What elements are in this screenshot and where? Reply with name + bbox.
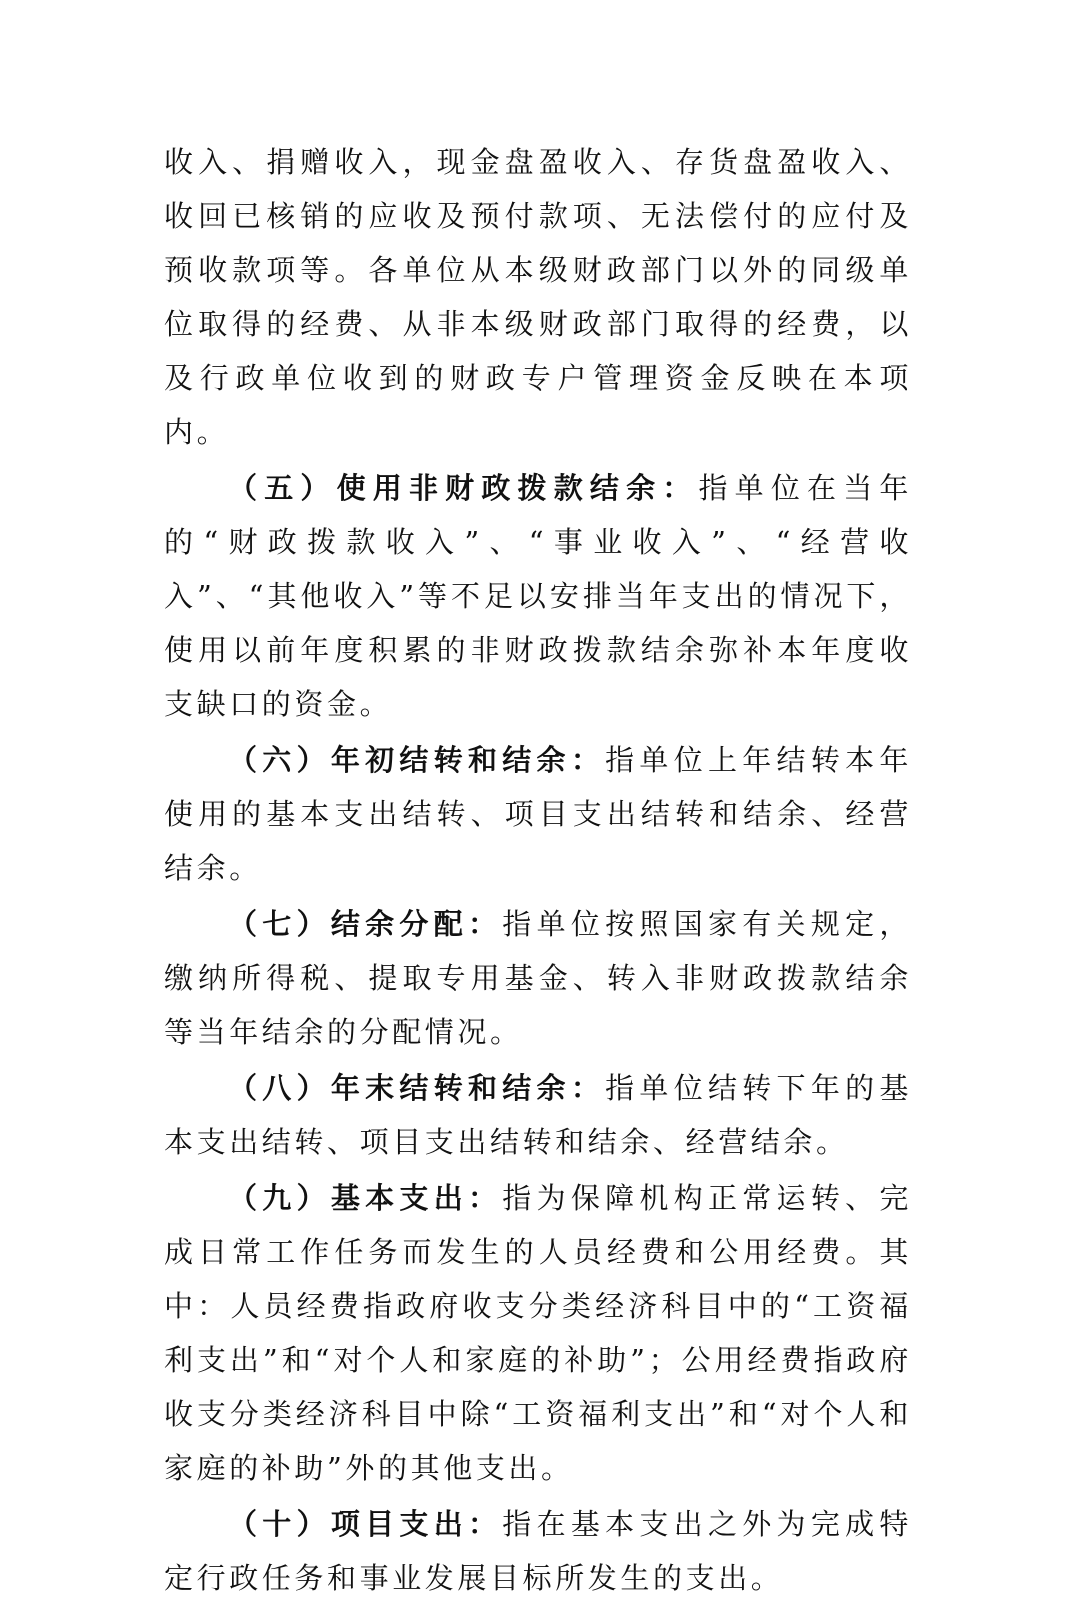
paragraph-text: 指单位上年结转本年使用的基本支出结转、项目支出结转和结余、经营结余。 bbox=[164, 743, 912, 885]
paragraph-text: 指单位按照国家有关规定，缴纳所得税、提取专用基金、转入非财政拨款结余等当年结余的分配情况。 bbox=[164, 907, 912, 1049]
paragraph-opening-balance bbox=[164, 733, 912, 895]
paragraph-text: 指为保障机构正常运转、完成日常工作任务而发生的人员经费和公用经费。其中：人员经费指政府收支分类经济科目中的“工资福利支出”和“对个人和家庭的补助”；公用经费指政府收支分类经济科目中除“工资福利支出”和“对个人和家庭的补助”外的其他支出。 bbox=[164, 1181, 912, 1485]
paragraph-text: 收入、捐赠收入，现金盘盈收入、存货盘盈收入、收回已核销的应收及预付款项、无法偿付的应付及预收款项等。各单位从本级财政部门以外的同级单位取得的经费、从非本级财政部门取得的经费，以及行政单位收到的财政专户管理资金反映在本项内。 bbox=[164, 145, 912, 449]
paragraph-non-fiscal-balance bbox=[164, 461, 912, 731]
paragraph-surplus-distribution bbox=[164, 897, 912, 1059]
paragraph-heading: （五）使用非财政拨款结余： bbox=[228, 471, 699, 505]
paragraph-income-continuation bbox=[164, 135, 912, 459]
paragraph-heading: （十）项目支出： bbox=[228, 1507, 503, 1541]
paragraph-basic-expenditure bbox=[164, 1171, 912, 1495]
paragraph-project-expenditure bbox=[164, 1497, 912, 1605]
paragraph-heading: （七）结余分配： bbox=[228, 907, 503, 941]
paragraph-text: 指单位在当年的“财政拨款收入”、“事业收入”、“经营收入”、“其他收入”等不足以安排当年支出的情况下，使用以前年度积累的非财政拨款结余弥补本年度收支缺口的资金。 bbox=[164, 471, 912, 721]
paragraph-heading: （六）年初结转和结余： bbox=[228, 743, 606, 777]
paragraph-text: 指单位结转下年的基本支出结转、项目支出结转和结余、经营结余。 bbox=[164, 1071, 912, 1159]
paragraph-text: 指在基本支出之外为完成特定行政任务和事业发展目标所发生的支出。 bbox=[164, 1507, 912, 1595]
paragraph-heading: （八）年末结转和结余： bbox=[228, 1071, 606, 1105]
document-body bbox=[164, 135, 912, 1607]
paragraph-heading: （九）基本支出： bbox=[228, 1181, 503, 1215]
paragraph-closing-balance bbox=[164, 1061, 912, 1169]
